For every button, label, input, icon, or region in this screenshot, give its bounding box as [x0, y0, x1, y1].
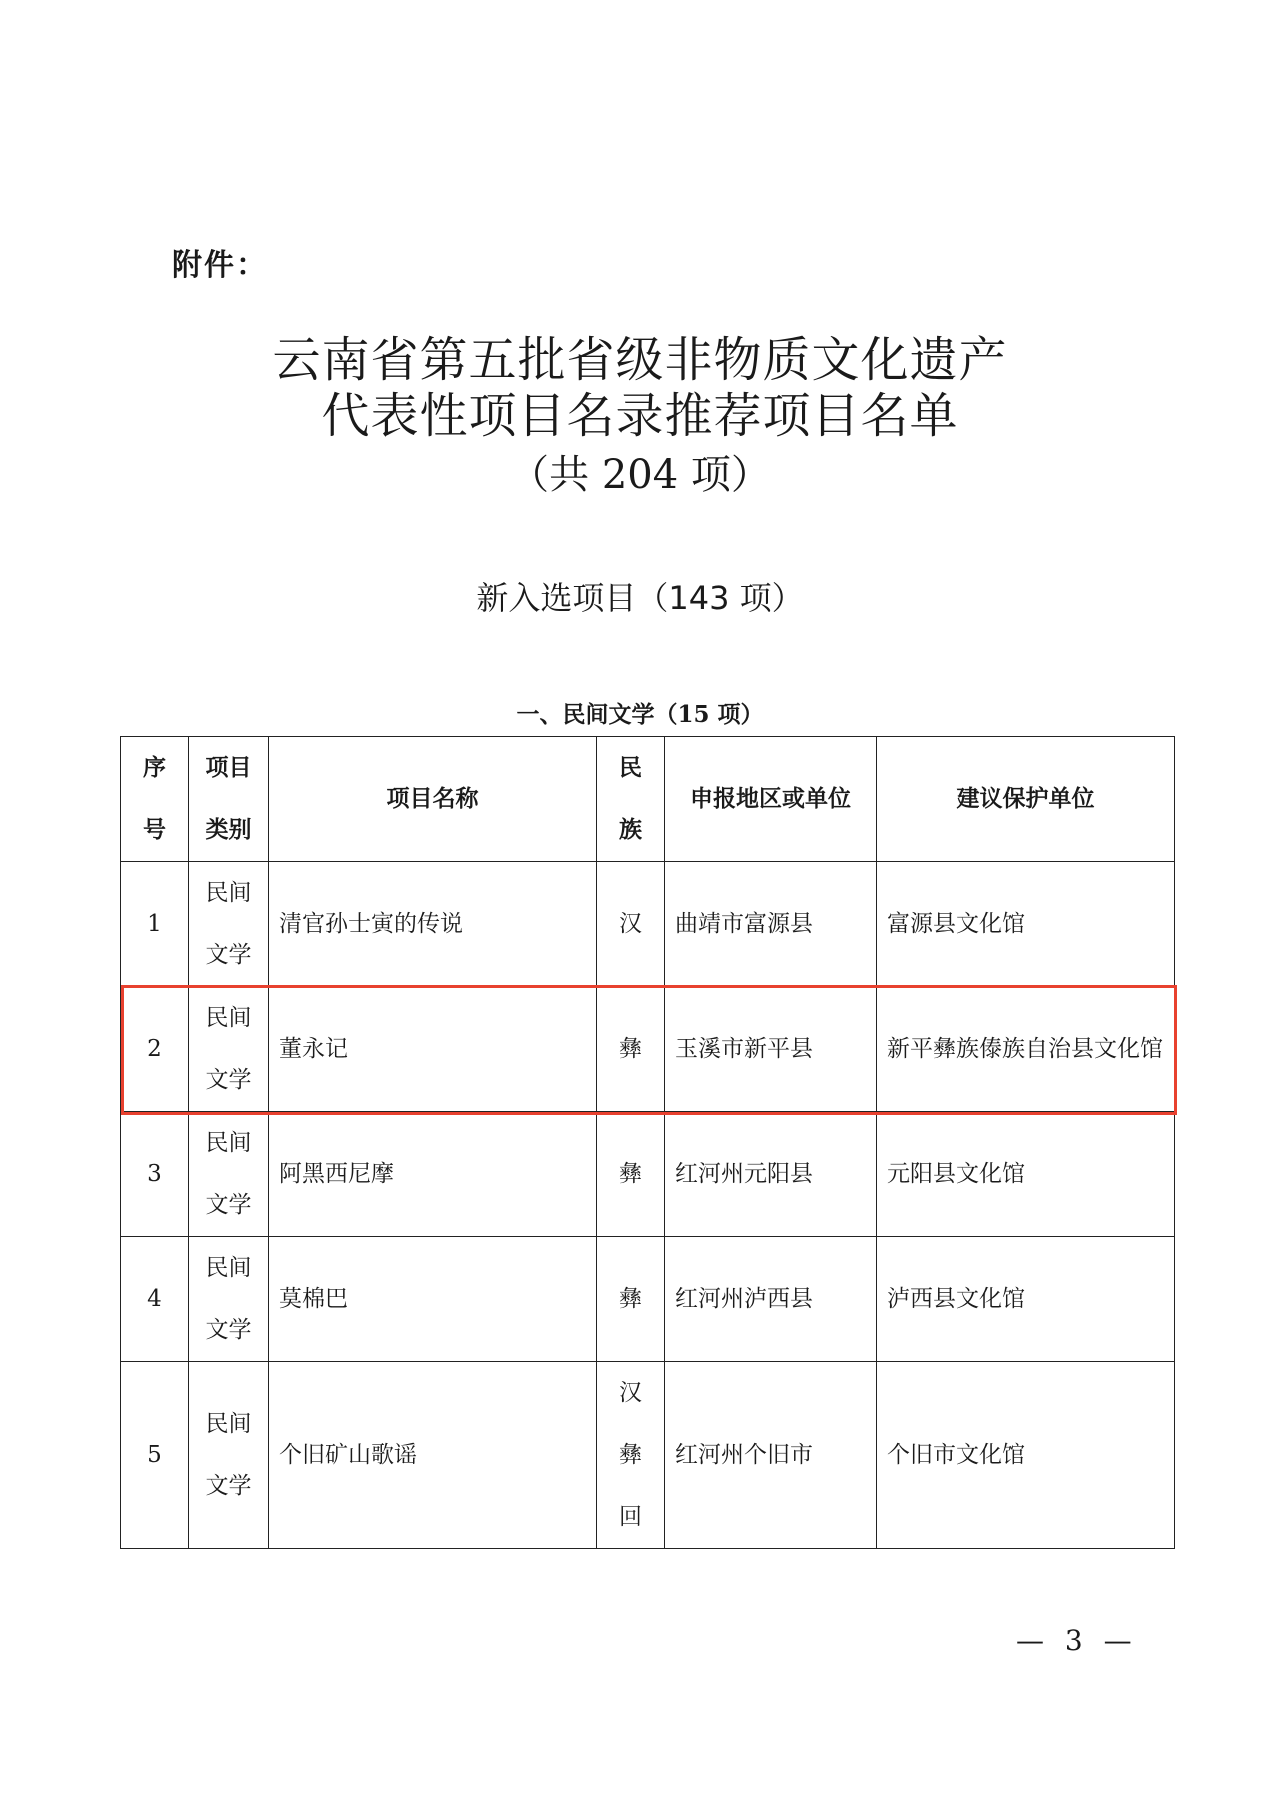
cell-region: 红河州泸西县 [665, 1237, 877, 1362]
document-title-line1: 云南省第五批省级非物质文化遗产 [272, 332, 1008, 388]
table-row [121, 862, 1175, 987]
cell-ethnicity [597, 1237, 665, 1362]
cell-category-line2: 文学 [205, 1192, 252, 1218]
attachment-label: 附件： [172, 248, 268, 283]
cell-category-line1: 民间 [205, 1005, 252, 1031]
cell-category-line1: 民间 [205, 880, 252, 906]
header-seq [121, 737, 189, 862]
cell-category [189, 987, 269, 1112]
cell-ethnicity-line1: 汉 [619, 1380, 642, 1406]
cell-project-name: 莫棉巴 [269, 1237, 597, 1362]
table-row [121, 1112, 1175, 1237]
cell-seq: 2 [121, 987, 189, 1112]
table-row [121, 1237, 1175, 1362]
table-row [121, 987, 1175, 1112]
project-table [120, 736, 1175, 1549]
cell-project-name: 个旧矿山歌谣 [269, 1362, 597, 1549]
cell-seq: 3 [121, 1112, 189, 1237]
cell-seq: 1 [121, 862, 189, 987]
cell-protector: 泸西县文化馆 [877, 1237, 1175, 1362]
cell-protector: 新平彝族傣族自治县文化馆 [877, 987, 1175, 1112]
cell-ethnicity-line3: 回 [619, 1504, 642, 1530]
cell-category [189, 862, 269, 987]
header-protector: 建议保护单位 [877, 737, 1175, 862]
document-total-count: （共 204 项） [509, 452, 771, 498]
cell-category-line1: 民间 [205, 1130, 252, 1156]
cell-region: 玉溪市新平县 [665, 987, 877, 1112]
cell-ethnicity [597, 987, 665, 1112]
cell-protector: 元阳县文化馆 [877, 1112, 1175, 1237]
header-seq-line2: 号 [143, 816, 166, 843]
header-ethnicity-line2: 族 [619, 816, 642, 843]
table-header-row [121, 737, 1175, 862]
cell-category-line1: 民间 [205, 1255, 252, 1281]
cell-category-line2: 文学 [205, 1067, 252, 1093]
cell-seq: 4 [121, 1237, 189, 1362]
header-category-line2: 类别 [205, 816, 252, 843]
cell-region: 红河州元阳县 [665, 1112, 877, 1237]
cell-ethnicity-line1: 汉 [619, 910, 642, 937]
header-ethnicity [597, 737, 665, 862]
cell-ethnicity-line2: 彝 [619, 1442, 642, 1468]
document-title-line2: 代表性项目名录推荐项目名单 [321, 388, 959, 444]
cell-project-name: 阿黑西尼摩 [269, 1112, 597, 1237]
cell-category-line1: 民间 [205, 1411, 252, 1437]
cell-protector: 富源县文化馆 [877, 862, 1175, 987]
cell-seq: 5 [121, 1362, 189, 1549]
header-category-line1: 项目 [205, 754, 252, 781]
header-region: 申报地区或单位 [665, 737, 877, 862]
header-ethnicity-line1: 民 [619, 754, 642, 781]
cell-ethnicity [597, 1112, 665, 1237]
header-category [189, 737, 269, 862]
new-items-subtitle: 新入选项目（143 项） [476, 579, 804, 617]
cell-ethnicity-line1: 彝 [619, 1285, 642, 1312]
cell-project-name: 董永记 [269, 987, 597, 1112]
cell-ethnicity-line1: 彝 [619, 1035, 642, 1062]
cell-region: 曲靖市富源县 [665, 862, 877, 987]
header-seq-line1: 序 [143, 754, 166, 781]
section-title: 一、民间文学（15 项） [516, 701, 764, 728]
cell-category [189, 1237, 269, 1362]
cell-project-name: 清官孙士寅的传说 [269, 862, 597, 987]
cell-ethnicity [597, 862, 665, 987]
cell-category [189, 1362, 269, 1549]
header-name: 项目名称 [269, 737, 597, 862]
table-row [121, 1362, 1175, 1549]
cell-protector: 个旧市文化馆 [877, 1362, 1175, 1549]
cell-ethnicity [597, 1362, 665, 1549]
cell-region: 红河州个旧市 [665, 1362, 877, 1549]
cell-ethnicity-line1: 彝 [619, 1160, 642, 1187]
cell-category [189, 1112, 269, 1237]
page-number: — 3 — [1016, 1624, 1138, 1657]
cell-category-line2: 文学 [205, 1317, 252, 1343]
cell-category-line2: 文学 [205, 1473, 252, 1499]
cell-category-line2: 文学 [205, 942, 252, 968]
